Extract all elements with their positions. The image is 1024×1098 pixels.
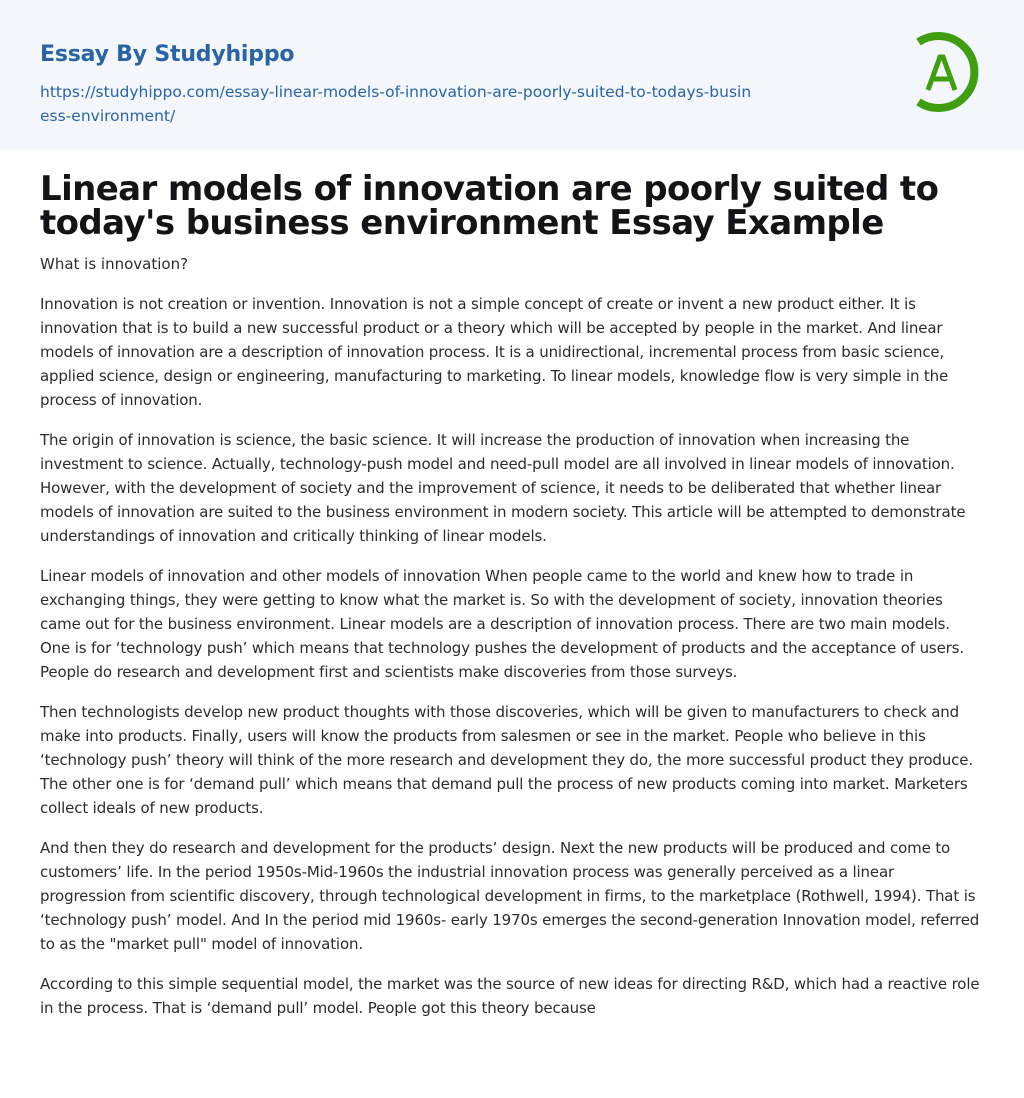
site-header xyxy=(0,0,1024,150)
essay-paragraph-3: Linear models of innovation and other models of innovation When people came to the world and knew how to trade in exchanging things, they were getting to know what the market is. So with the development of society, innovation theories came out for the business environment. Linear models are a description of innovation process. There are two main models. One is for ‘technology push’ which means that technology pushes the development of products and the acceptance of users. People do research and development first and scientists make discoveries from those surveys. xyxy=(40,567,964,681)
essay-paragraph-6: According to this simple sequential model, the market was the source of new ideas for directing R&D, which had a reactive role in the process. That is ‘demand pull’ model. People got this theory because xyxy=(40,975,980,1017)
essay-paragraph-1: Innovation is not creation or invention. Innovation is not a simple concept of create or invent a new product either. It is innovation that is to build a new successful product or a theory which will be accepted by people in the market. And linear models of innovation are a description of innovation process. It is a unidirectional, incremental process from basic science, applied science, design or engineering, manufacturing to marketing. To linear models, knowledge flow is very simple in the process of innovation. xyxy=(40,295,949,409)
essay-paragraph-2: The origin of innovation is science, the basic science. It will increase the production of innovation when increasing the investment to science. Actually, technology-push model and need-pull model are all involved in linear models of innovation. However, with the development of society and the improvement of science, it needs to be deliberated that whether linear models of innovation are suited to the business environment in modern society. This article will be attempted to demonstrate understandings of innovation and critically thinking of linear models. xyxy=(40,431,966,545)
essay-content xyxy=(0,169,1024,1020)
brand-title: Essay By Studyhippo xyxy=(40,42,295,67)
essay-paragraph-4: Then technologists develop new product thoughts with those discoveries, which will be given to manufacturers to check and make into products. Finally, users will know the products from salesmen or see in the market. People who believe in this ‘technology push’ theory will think of the more research and development they do, the more successful product they produce. The other one is for ‘demand pull’ which means that demand pull the process of new products coming into market. Marketers collect ideals of new products. xyxy=(40,703,973,817)
essay-title: Linear models of innovation are poorly suited to today's business environment Essay Example xyxy=(40,169,939,243)
essay-url-link[interactable]: https://studyhippo.com/essay-linear-models-of-innovation-are-poorly-suited-to-todays-business-environment/ xyxy=(40,83,752,125)
logo-a-circle-icon xyxy=(912,30,986,114)
essay-subheading: What is innovation? xyxy=(40,255,189,273)
studyhippo-logo[interactable] xyxy=(912,30,986,114)
essay-paragraph-5: And then they do research and development for the products’ design. Next the new products will be produced and come to customers’ life. In the period 1950s-Mid-1960s the industrial innovation process was generally perceived as a linear progression from scientific discovery, through technological development in firms, to the marketplace (Rothwell, 1994). That is ‘technology push’ model. And In the period mid 1960s- early 1970s emerges the second-generation Innovation model, referred to as the "market pull" model of innovation. xyxy=(40,839,980,953)
